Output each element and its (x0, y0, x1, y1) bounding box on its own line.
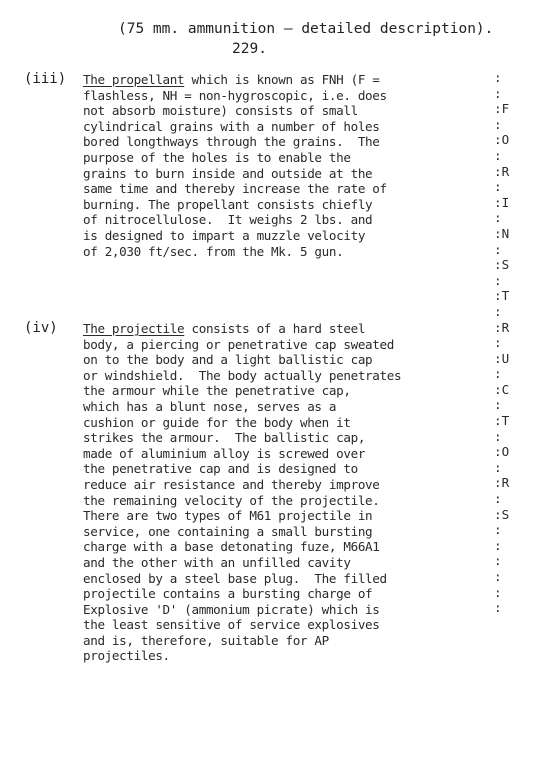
margin-mark: :I (494, 194, 510, 210)
margin-mark: :C (494, 381, 510, 397)
margin-mark: : (494, 116, 502, 132)
margin-mark: :S (494, 257, 510, 273)
paragraph-line: strikes the armour. The ballistic cap, (83, 430, 366, 446)
paragraph-line: flashless, NH = non-hygroscopic, i.e. does (83, 87, 387, 103)
paragraph-line: Explosive 'D' (ammonium picrate) which is (83, 601, 380, 617)
paragraph-line (83, 321, 401, 337)
paragraph-line: projectile contains a bursting charge of (83, 586, 373, 602)
margin-mark: : (494, 303, 502, 319)
paragraph-line: the penetrative cap and is designed to (83, 461, 358, 477)
paragraph-line: service, one containing a small bursting (83, 523, 373, 539)
margin-mark: : (494, 179, 502, 195)
margin-mark: : (494, 241, 502, 257)
paragraph-line: and the other with an unfilled cavity (83, 554, 351, 570)
margin-mark: : (494, 272, 502, 288)
margin-mark: :O (494, 444, 510, 460)
margin-mark: :N (494, 225, 510, 241)
margin-mark: :T (494, 288, 510, 304)
paragraph-line: same time and thereby increase the rate of (83, 181, 387, 197)
paragraph-line: body, a piercing or penetrative cap sweated (83, 336, 394, 352)
paragraph-line: not absorb moisture) consists of small (83, 103, 358, 119)
margin-mark: :R (494, 475, 510, 491)
paragraph-line (83, 72, 387, 88)
paragraph-line: of nitrocellulose. It weighs 2 lbs. and (83, 212, 373, 228)
paragraph-line: the armour while the penetrative cap, (83, 383, 351, 399)
paragraph-line: reduce air resistance and thereby improve (83, 476, 380, 492)
margin-mark: :S (494, 506, 510, 522)
paragraph-number: (iii) (24, 71, 67, 87)
paragraph-heading: The projectile (83, 321, 185, 336)
margin-mark: : (494, 70, 502, 85)
margin-mark: : (494, 569, 502, 584)
paragraph-line: burning. The propellant consists chiefly (83, 196, 373, 212)
margin-mark: : (494, 522, 502, 538)
margin-mark: :R (494, 163, 510, 179)
paragraph-number: (iv) (24, 320, 58, 336)
paragraph-body (83, 321, 401, 664)
paragraph-line: charge with a base detonating fuze, M66A1 (83, 539, 380, 555)
margin-mark: : (494, 553, 502, 569)
paragraph-line: the remaining velocity of the projectile. (83, 492, 380, 508)
margin-mark: : (494, 491, 502, 507)
paragraph-heading: The propellant (83, 72, 185, 87)
paragraph-line: enclosed by a steel base plug. The filled (83, 570, 387, 586)
paragraph-line: made of aluminium alloy is screwed over (83, 445, 366, 461)
paragraph-line: or windshield. The body actually penetrates (83, 367, 402, 383)
margin-mark: :F (494, 101, 510, 117)
margin-mark: : (494, 210, 502, 226)
paragraph-line: cushion or guide for the body when it (83, 414, 351, 430)
paragraph-line: cylindrical grains with a number of holes (83, 118, 380, 134)
margin-mark: : (494, 428, 502, 444)
paragraph-body (83, 72, 387, 259)
margin-mark: :U (494, 350, 510, 366)
margin-mark: :T (494, 413, 510, 429)
margin-mark: : (494, 459, 502, 475)
margin-mark: : (494, 147, 502, 163)
paragraph-line: bored longthways through the grains. The (83, 134, 380, 150)
margin-marking-column (494, 70, 509, 616)
paragraph-line: purpose of the holes is to enable the (83, 149, 351, 165)
margin-mark: : (494, 335, 502, 351)
margin-mark: : (494, 397, 502, 413)
margin-mark: : (494, 584, 502, 600)
page-number: 229. (232, 41, 267, 57)
margin-mark: : (494, 537, 502, 553)
page-header-title: (75 mm. ammunition – detailed description). (118, 21, 494, 37)
paragraph-line: There are two types of M61 projectile in (83, 508, 373, 524)
paragraph-line: which has a blunt nose, serves as a (83, 398, 337, 414)
paragraph-line: is designed to impart a muzzle velocity (83, 227, 366, 243)
paragraph-line: grains to burn inside and outside at the (83, 165, 373, 181)
paragraph-line: and is, therefore, suitable for AP (83, 632, 329, 648)
margin-mark: :O (494, 132, 510, 148)
margin-mark: :R (494, 319, 510, 335)
margin-mark: : (494, 85, 502, 101)
paragraph-line: projectiles. (83, 648, 170, 664)
paragraph-line: on to the body and a light ballistic cap (83, 352, 373, 368)
line-text: consists of a hard steel (184, 321, 366, 336)
paragraph-line: the least sensitive of service explosives (83, 617, 380, 633)
line-text: which is known as FNH (F = (184, 72, 380, 87)
paragraph-line: of 2,030 ft/sec. from the Mk. 5 gun. (83, 243, 344, 259)
margin-mark: : (494, 600, 502, 616)
margin-mark: : (494, 366, 502, 382)
